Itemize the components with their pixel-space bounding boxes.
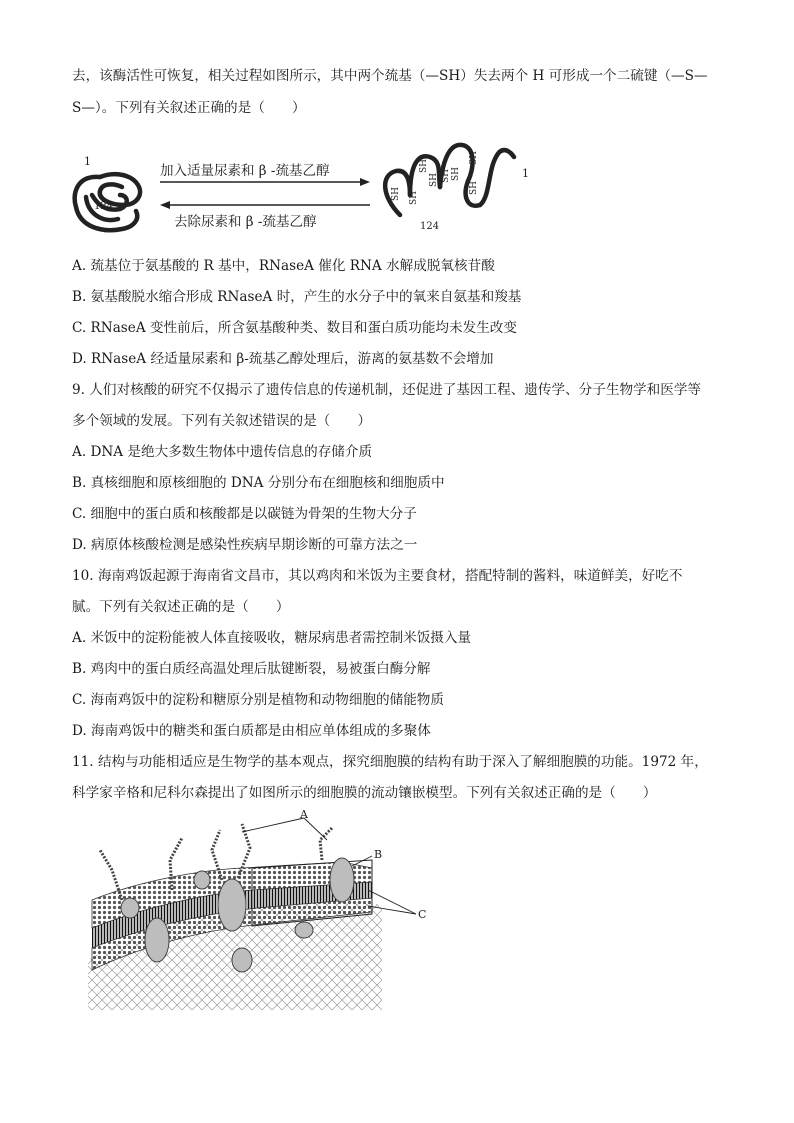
q9-option-c: C. 细胞中的蛋白质和核酸都是以碳链为骨架的生物大分子 (72, 506, 417, 522)
intro-line-2: S—）。下列有关叙述正确的是（ ） (72, 100, 306, 116)
unfolded-label-start: 1 (522, 167, 529, 180)
q8-option-a: A. 巯基位于氨基酸的 R 基中，RNaseA 催化 RNA 水解成脱氧核苷酸 (72, 258, 495, 274)
q10-stem-1: 10. 海南鸡饭起源于海南省文昌市，其以鸡肉和米饭为主要食材，搭配特制的酱料，味道鲜美，好吃不 (72, 568, 683, 584)
arrow-back-head (160, 201, 170, 209)
q8-option-b: B. 氨基酸脱水缩合形成 RNaseA 时，产生的水分子中的氧来自氨基和羧基 (72, 289, 522, 305)
q10-option-b: B. 鸡肉中的蛋白质经高温处理后肽键断裂，易被蛋白酶分解 (72, 661, 431, 677)
q10-option-a: A. 米饭中的淀粉能被人体直接吸收，糖尿病患者需控制米饭摄入量 (72, 630, 472, 646)
protein (330, 858, 354, 902)
sh-label: SH (469, 180, 479, 195)
sugar-chain (320, 828, 332, 860)
label-a: A (300, 810, 308, 821)
arrow-forward-head (360, 178, 370, 186)
q9-stem-1: 9. 人们对核酸的研究不仅揭示了遗传信息的传递机制，还促进了基因工程、遗传学、分子生物学和医学等 (72, 382, 702, 398)
q9-option-d: D. 病原体核酸检测是感染性疾病早期诊断的可靠方法之一 (72, 537, 418, 553)
protein (218, 879, 246, 931)
label-b: B (374, 848, 383, 861)
q9-option-b: B. 真核细胞和原核细胞的 DNA 分别分布在细胞核和细胞质中 (72, 475, 445, 491)
folded-label-end: 124 (94, 201, 114, 212)
q9-option-a: A. DNA 是绝大多数生物体中遗传信息的存储介质 (72, 444, 373, 460)
sugar-chain (100, 850, 122, 900)
protein (145, 918, 169, 962)
sh-label: SH (469, 150, 479, 165)
protein (121, 898, 139, 918)
sh-label: SH (441, 168, 451, 183)
label-c: C (418, 908, 427, 921)
sh-label: SH (451, 166, 461, 181)
q11-stem-1: 11. 结构与功能相适应是生物学的基本观点，探究细胞膜的结构有助于深入了解细胞膜的功能。1972 年， (72, 754, 708, 770)
arrow-forward-label: 加入适量尿素和 β -巯基乙醇 (160, 163, 330, 179)
folded-label-start: 1 (84, 155, 91, 168)
fluid-mosaic-model-figure (82, 810, 442, 1010)
protein (232, 948, 252, 972)
q10-option-d: D. 海南鸡饭中的糖类和蛋白质都是由相应单体组成的多聚体 (72, 723, 431, 739)
q8-option-c: C. RNaseA 变性前后，所含氨基酸种类、数目和蛋白质功能均未发生改变 (72, 320, 517, 336)
intro-line-1: 去，该酶活性可恢复，相关过程如图所示，其中两个巯基（—SH）失去两个 H 可形成一个二硫键（—S— (72, 68, 708, 84)
q8-option-d: D. RNaseA 经适量尿素和 β-巯基乙醇处理后，游离的氨基数不会增加 (72, 351, 494, 367)
arrow-back-label: 去除尿素和 β -巯基乙醇 (174, 214, 317, 230)
unfolded-label-end: 124 (420, 221, 440, 232)
sh-label: SH (419, 158, 429, 173)
q10-option-c: C. 海南鸡饭中的淀粉和糖原分别是植物和动物细胞的储能物质 (72, 692, 444, 708)
sh-label: SH (409, 190, 419, 205)
protein-folding-figure (70, 135, 540, 245)
q11-stem-2: 科学家辛格和尼科尔森提出了如图所示的细胞膜的流动镶嵌模型。下列有关叙述正确的是（ ） (72, 785, 657, 801)
protein (295, 922, 313, 938)
protein (194, 871, 210, 889)
sh-label: SH (391, 186, 401, 201)
q9-stem-2: 多个领域的发展。下列有关叙述错误的是（ ） (72, 413, 372, 429)
sh-label: SH (429, 172, 439, 187)
q10-stem-2: 腻。下列有关叙述正确的是（ ） (72, 599, 290, 615)
